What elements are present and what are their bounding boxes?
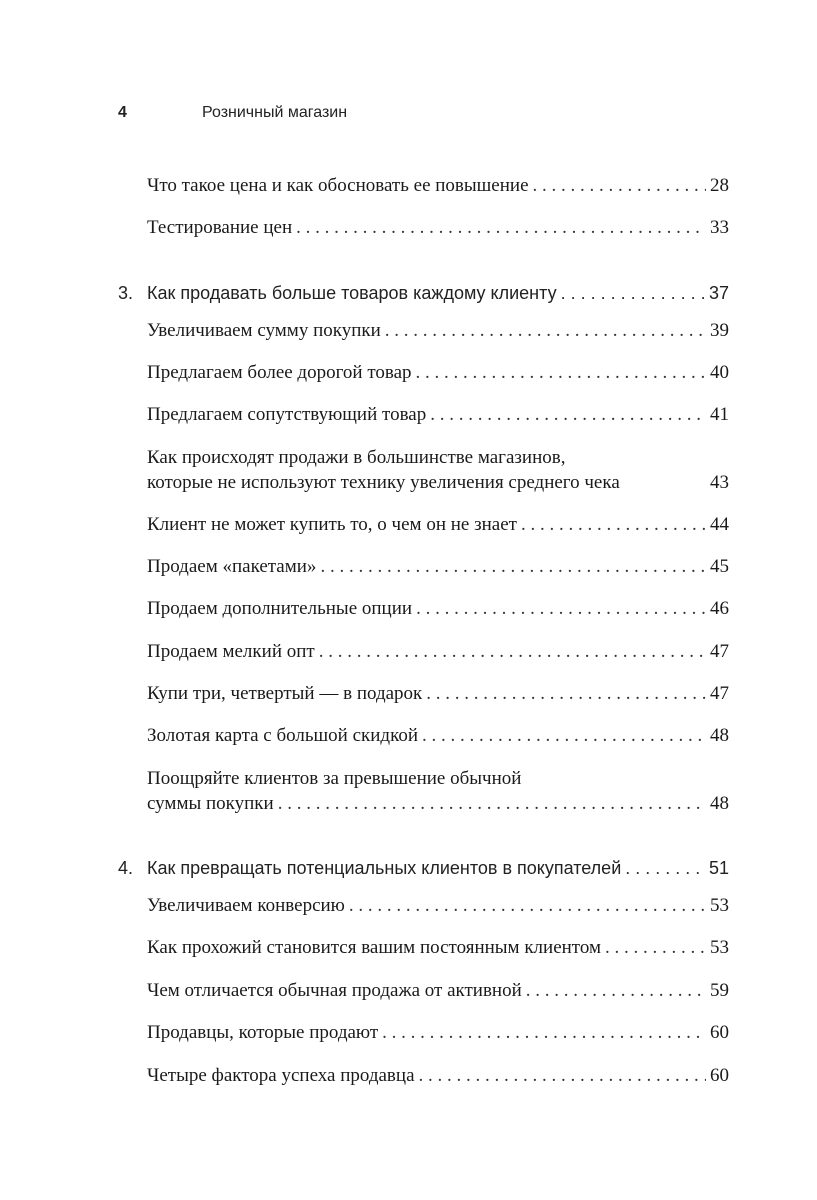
dot-leader [349,894,706,917]
running-title: Розничный магазин [202,104,348,121]
toc-entry-title: Предлагаем сопутствующий товар [147,404,427,425]
chapter-page: 37 [708,283,729,303]
toc-entry[interactable] [147,936,729,959]
toc-entry-page: 48 [710,793,729,814]
toc-entry-page: 33 [710,217,729,238]
toc-entry-page: 43 [710,472,729,493]
toc-entry-title: Четыре фактора успеха продавца [147,1065,415,1086]
toc-entry-title: Чем отличается обычная продажа от активной [147,980,522,1001]
dot-leader [521,513,706,536]
toc-entry-page: 47 [710,641,729,662]
dot-leader [296,216,706,239]
toc-entry-page: 44 [710,514,729,535]
toc-entry-page: 46 [710,598,729,619]
page-header [118,104,347,122]
dot-leader [426,682,706,705]
toc-entry-page: 59 [710,980,729,1001]
chapter-page: 51 [708,858,729,878]
toc-entry-title: Что такое цена и как обосновать ее повышение [147,175,529,196]
toc-entry[interactable] [147,174,729,197]
chapter-title: Как превращать потенциальных клиентов в покупателей [147,858,622,878]
toc-entry-title-line1: Поощряйте клиентов за превышение обычной [147,768,522,789]
toc-entry[interactable] [147,216,729,239]
toc-entry-title-line2: суммы покупки [147,793,274,814]
toc-entry[interactable] [147,979,729,1002]
dot-leader [382,1021,706,1044]
toc-entry[interactable] [147,513,729,536]
toc-entry-page: 45 [710,556,729,577]
toc-entry-title-line2: которые не используют технику увеличения среднего чека [147,472,620,493]
toc-entry-title: Купи три, четвертый — в подарок [147,683,423,704]
toc-entry-page: 53 [710,895,729,916]
dot-leader [526,979,706,1002]
page-number: 4 [118,104,127,121]
chapter-title: Как продавать больше товаров каждому клиенту [147,283,557,303]
toc-entry[interactable] [147,361,729,384]
toc-entry[interactable] [147,682,729,705]
toc-entry-title: Золотая карта с большой скидкой [147,725,419,746]
dot-leader [320,555,706,578]
toc-entry[interactable] [147,403,729,426]
toc-entry-title: Продаем мелкий опт [147,641,315,662]
toc-entry-page: 28 [710,175,729,196]
dot-leader [430,403,706,426]
dot-leader [422,724,706,747]
chapter-heading-3[interactable] [118,282,729,305]
toc-entry-title: Продаем «пакетами» [147,556,317,577]
toc-entry-page: 60 [710,1022,729,1043]
toc-entry-title: Увеличиваем конверсию [147,895,345,916]
toc-entry-title: Тестирование цен [147,217,293,238]
dot-leader [561,282,705,305]
toc-entry-page: 47 [710,683,729,704]
toc-entry[interactable] [147,894,729,917]
toc-entry-page: 40 [710,362,729,383]
toc-entry-page: 53 [710,937,729,958]
toc-entry[interactable] [147,555,729,578]
chapter-number: 3. [118,283,134,303]
toc-entry-title: Продавцы, которые продают [147,1022,379,1043]
toc-entry[interactable] [147,597,729,620]
toc-entry-page: 41 [710,404,729,425]
toc-entry-title-line1: Как происходят продажи в большинстве магазинов, [147,447,566,468]
toc-entry[interactable] [147,767,729,815]
toc-entry[interactable] [147,640,729,663]
toc-entry-title: Увеличиваем сумму покупки [147,320,381,341]
toc-entry-page: 60 [710,1065,729,1086]
dot-leader [419,1064,706,1087]
dot-leader [278,792,706,815]
dot-leader [533,174,706,197]
toc-entry-page: 39 [710,320,729,341]
dot-leader [416,597,706,620]
toc-entry[interactable] [147,1021,729,1044]
toc-entry[interactable] [147,446,729,494]
toc-entry[interactable] [147,724,729,747]
chapter-heading-4[interactable] [118,857,729,880]
dot-leader [625,857,705,880]
toc-entry-title: Как прохожий становится вашим постоянным клиентом [147,937,602,958]
toc-entry-title: Клиент не может купить то, о чем он не знает [147,514,517,535]
dot-leader [319,640,706,663]
toc-entry[interactable] [147,319,729,342]
toc-entry-title: Продаем дополнительные опции [147,598,413,619]
toc-entry-title: Предлагаем более дорогой товар [147,362,412,383]
toc-entry[interactable] [147,1064,729,1087]
dot-leader [385,319,706,342]
dot-leader [605,936,706,959]
toc-entry-page: 48 [710,725,729,746]
chapter-number: 4. [118,858,134,878]
dot-leader [416,361,706,384]
